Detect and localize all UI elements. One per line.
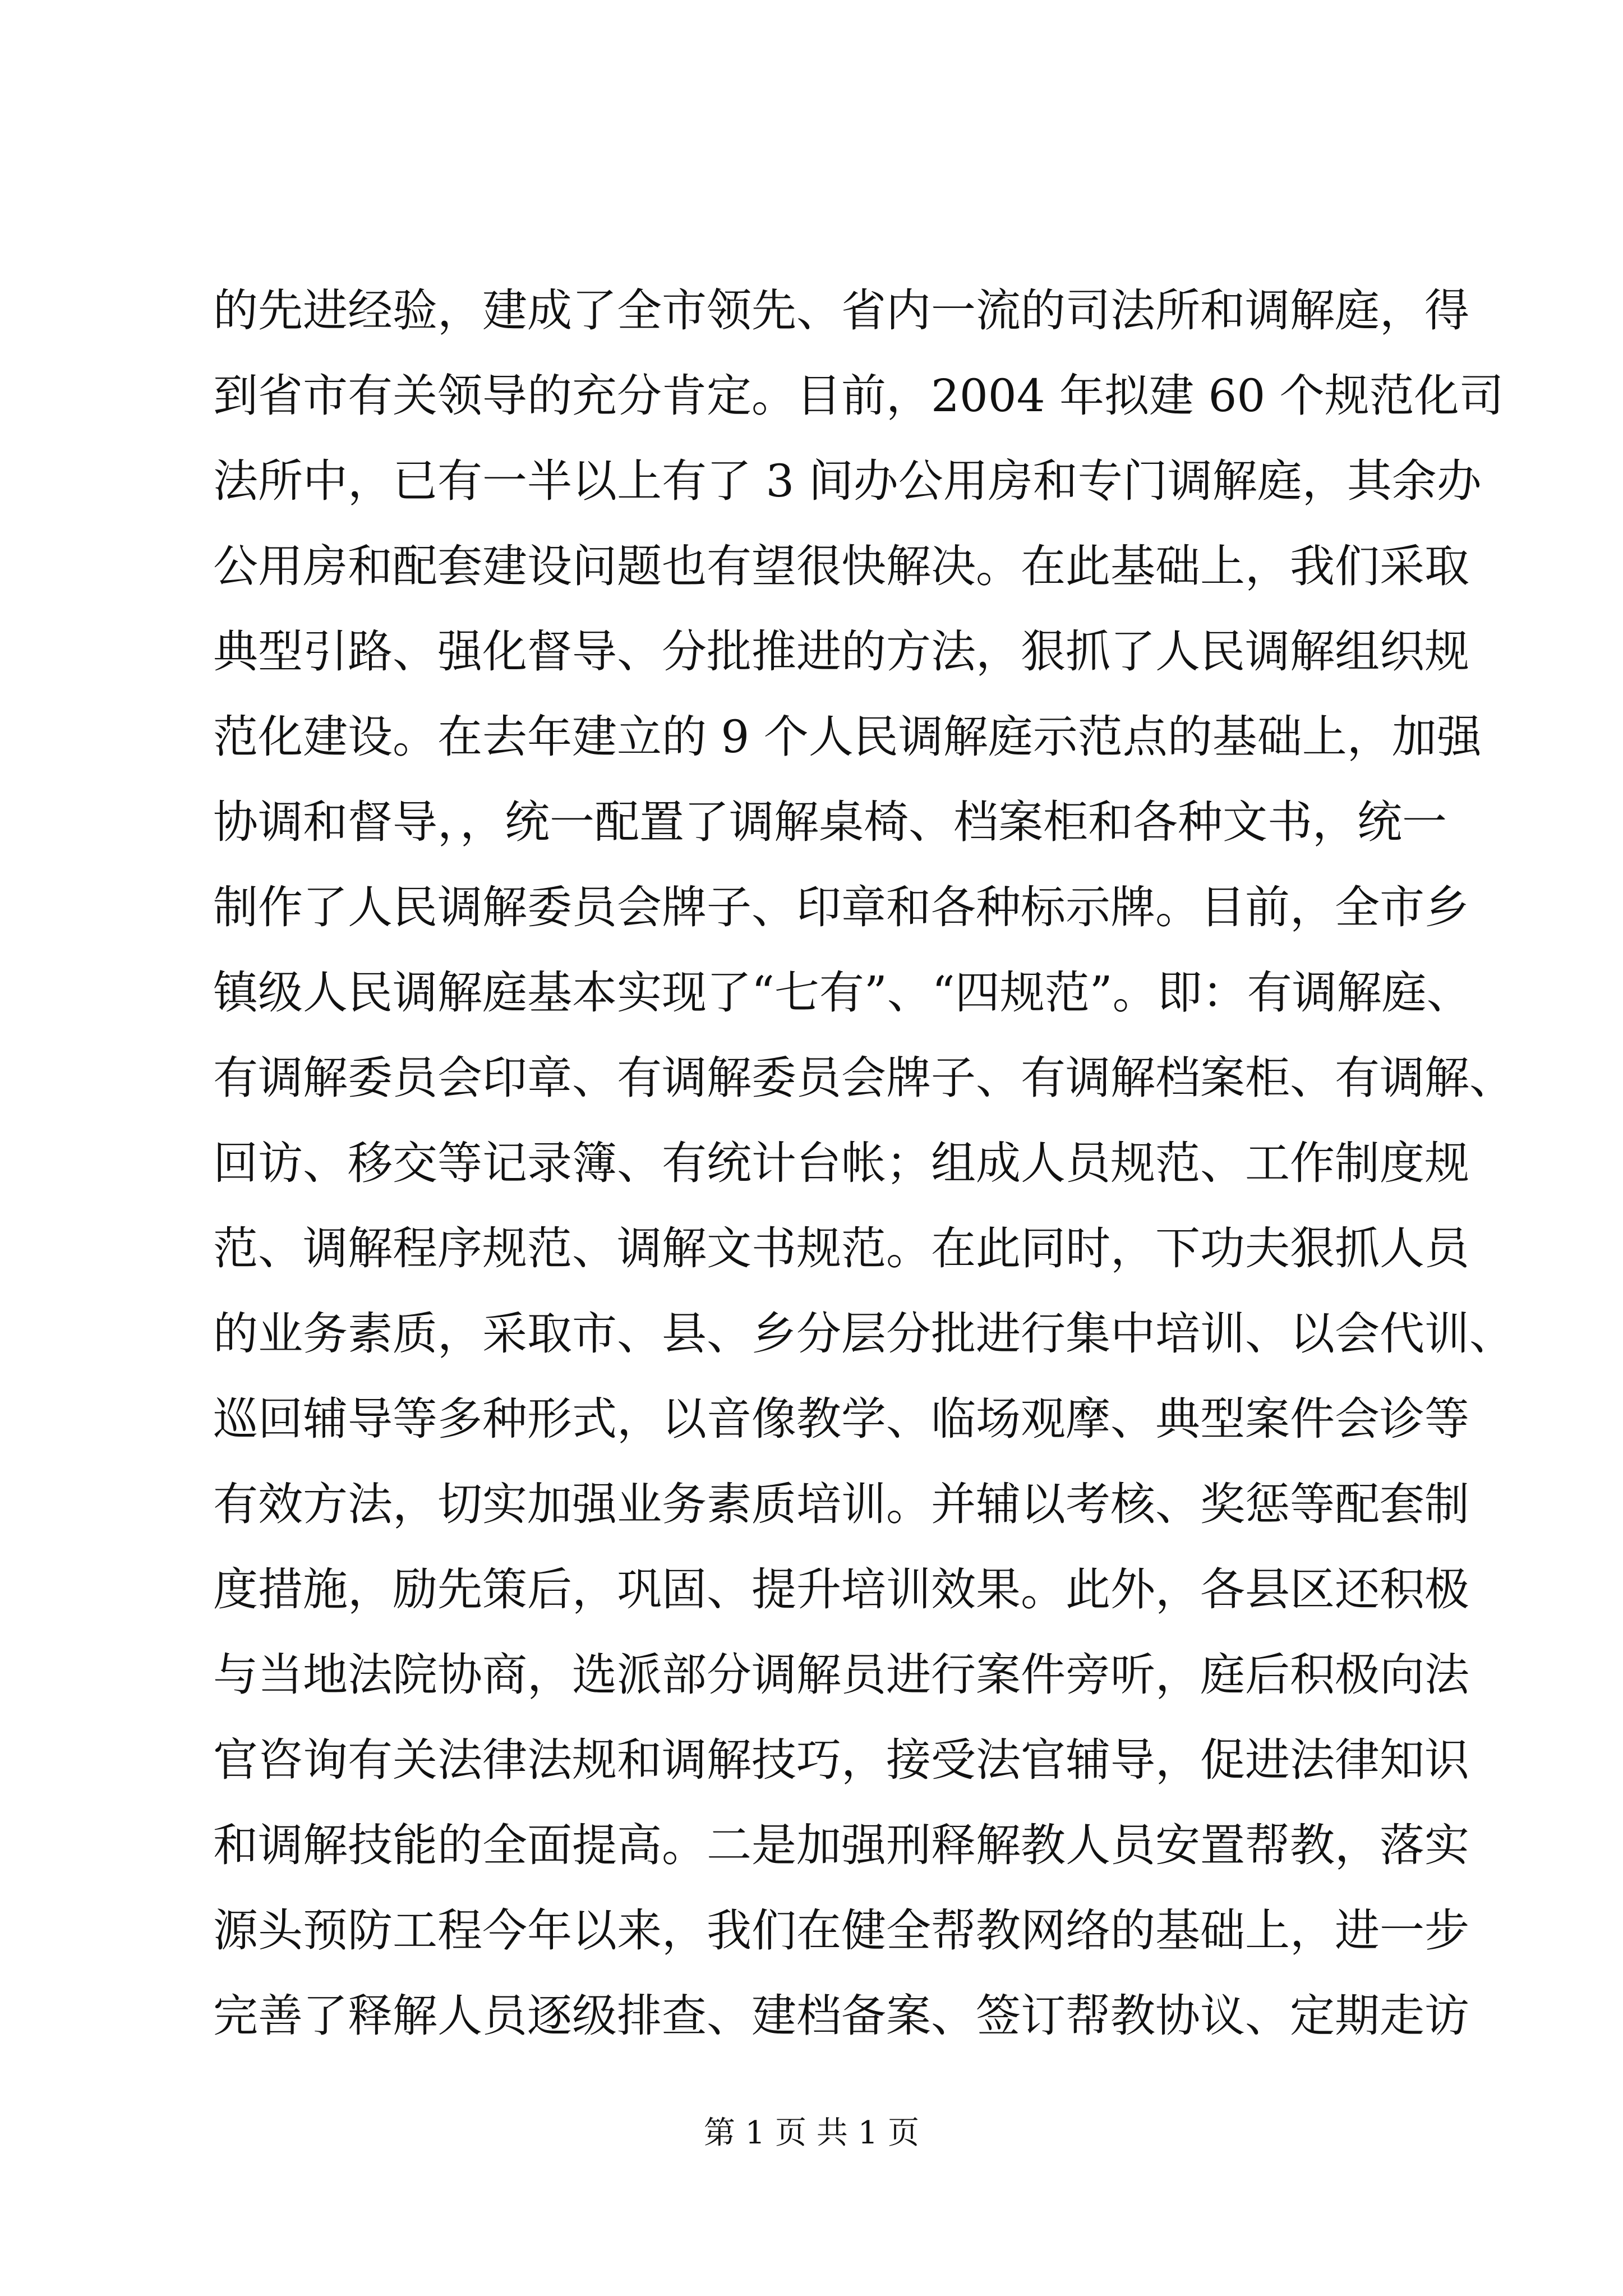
body-line: 与当地法院协商，选派部分调解员进行案件旁听，庭后积极向法 xyxy=(213,1649,1469,1701)
page-footer xyxy=(0,2114,1623,2153)
body-line: 镇级人民调解庭基本实现了“七有”、“四规范”。即：有调解庭、 xyxy=(213,967,1472,1019)
body-line: 有调解委员会印章、有调解委员会牌子、有调解档案柜、有调解、 xyxy=(213,1052,1514,1104)
body-line: 回访、移交等记录簿、有统计台帐；组成人员规范、工作制度规 xyxy=(213,1137,1469,1189)
body-line: 完善了释解人员逐级排查、建档备案、签订帮教协议、定期走访 xyxy=(213,1990,1469,2042)
body-line: 典型引路、强化督导、分批推进的方法，狠抓了人民调解组织规 xyxy=(213,625,1469,678)
document-body xyxy=(213,268,1514,2059)
body-line: 的业务素质，采取市、县、乡分层分批进行集中培训、以会代训、 xyxy=(213,1308,1514,1360)
body-line: 到省市有关领导的充分肯定。目前，2004 年拟建 60 个规范化司 xyxy=(213,370,1504,422)
body-line: 公用房和配套建设问题也有望很快解决。在此基础上，我们采取 xyxy=(213,540,1469,592)
body-line: 制作了人民调解委员会牌子、印章和各种标示牌。目前，全市乡 xyxy=(213,881,1469,933)
body-line: 范、调解程序规范、调解文书规范。在此同时，下功夫狠抓人员 xyxy=(213,1222,1469,1274)
body-line: 和调解技能的全面提高。二是加强刑释解教人员安置帮教，落实 xyxy=(213,1819,1469,1871)
body-line: 的先进经验，建成了全市领先、省内一流的司法所和调解庭，得 xyxy=(213,284,1469,337)
body-line: 源头预防工程今年以来，我们在健全帮教网络的基础上，进一步 xyxy=(213,1904,1469,1957)
body-line: 度措施，励先策后，巩固、提升培训效果。此外，各县区还积极 xyxy=(213,1563,1469,1616)
body-line: 有效方法，切实加强业务素质培训。并辅以考核、奖惩等配套制 xyxy=(213,1478,1469,1530)
body-line: 协调和督导，，统一配置了调解桌椅、档案柜和各种文书，统一 xyxy=(213,796,1447,848)
body-line: 官咨询有关法律法规和调解技巧，接受法官辅导，促进法律知识 xyxy=(213,1734,1469,1786)
body-line: 法所中，已有一半以上有了 3 间办公用房和专门调解庭，其余办 xyxy=(213,455,1482,507)
page-number-label: 第 1 页 共 1 页 xyxy=(703,2115,920,2151)
body-line: 巡回辅导等多种形式，以音像教学、临场观摩、典型案件会诊等 xyxy=(213,1393,1469,1445)
body-line: 范化建设。在去年建立的 9 个人民调解庭示范点的基础上，加强 xyxy=(213,711,1482,763)
